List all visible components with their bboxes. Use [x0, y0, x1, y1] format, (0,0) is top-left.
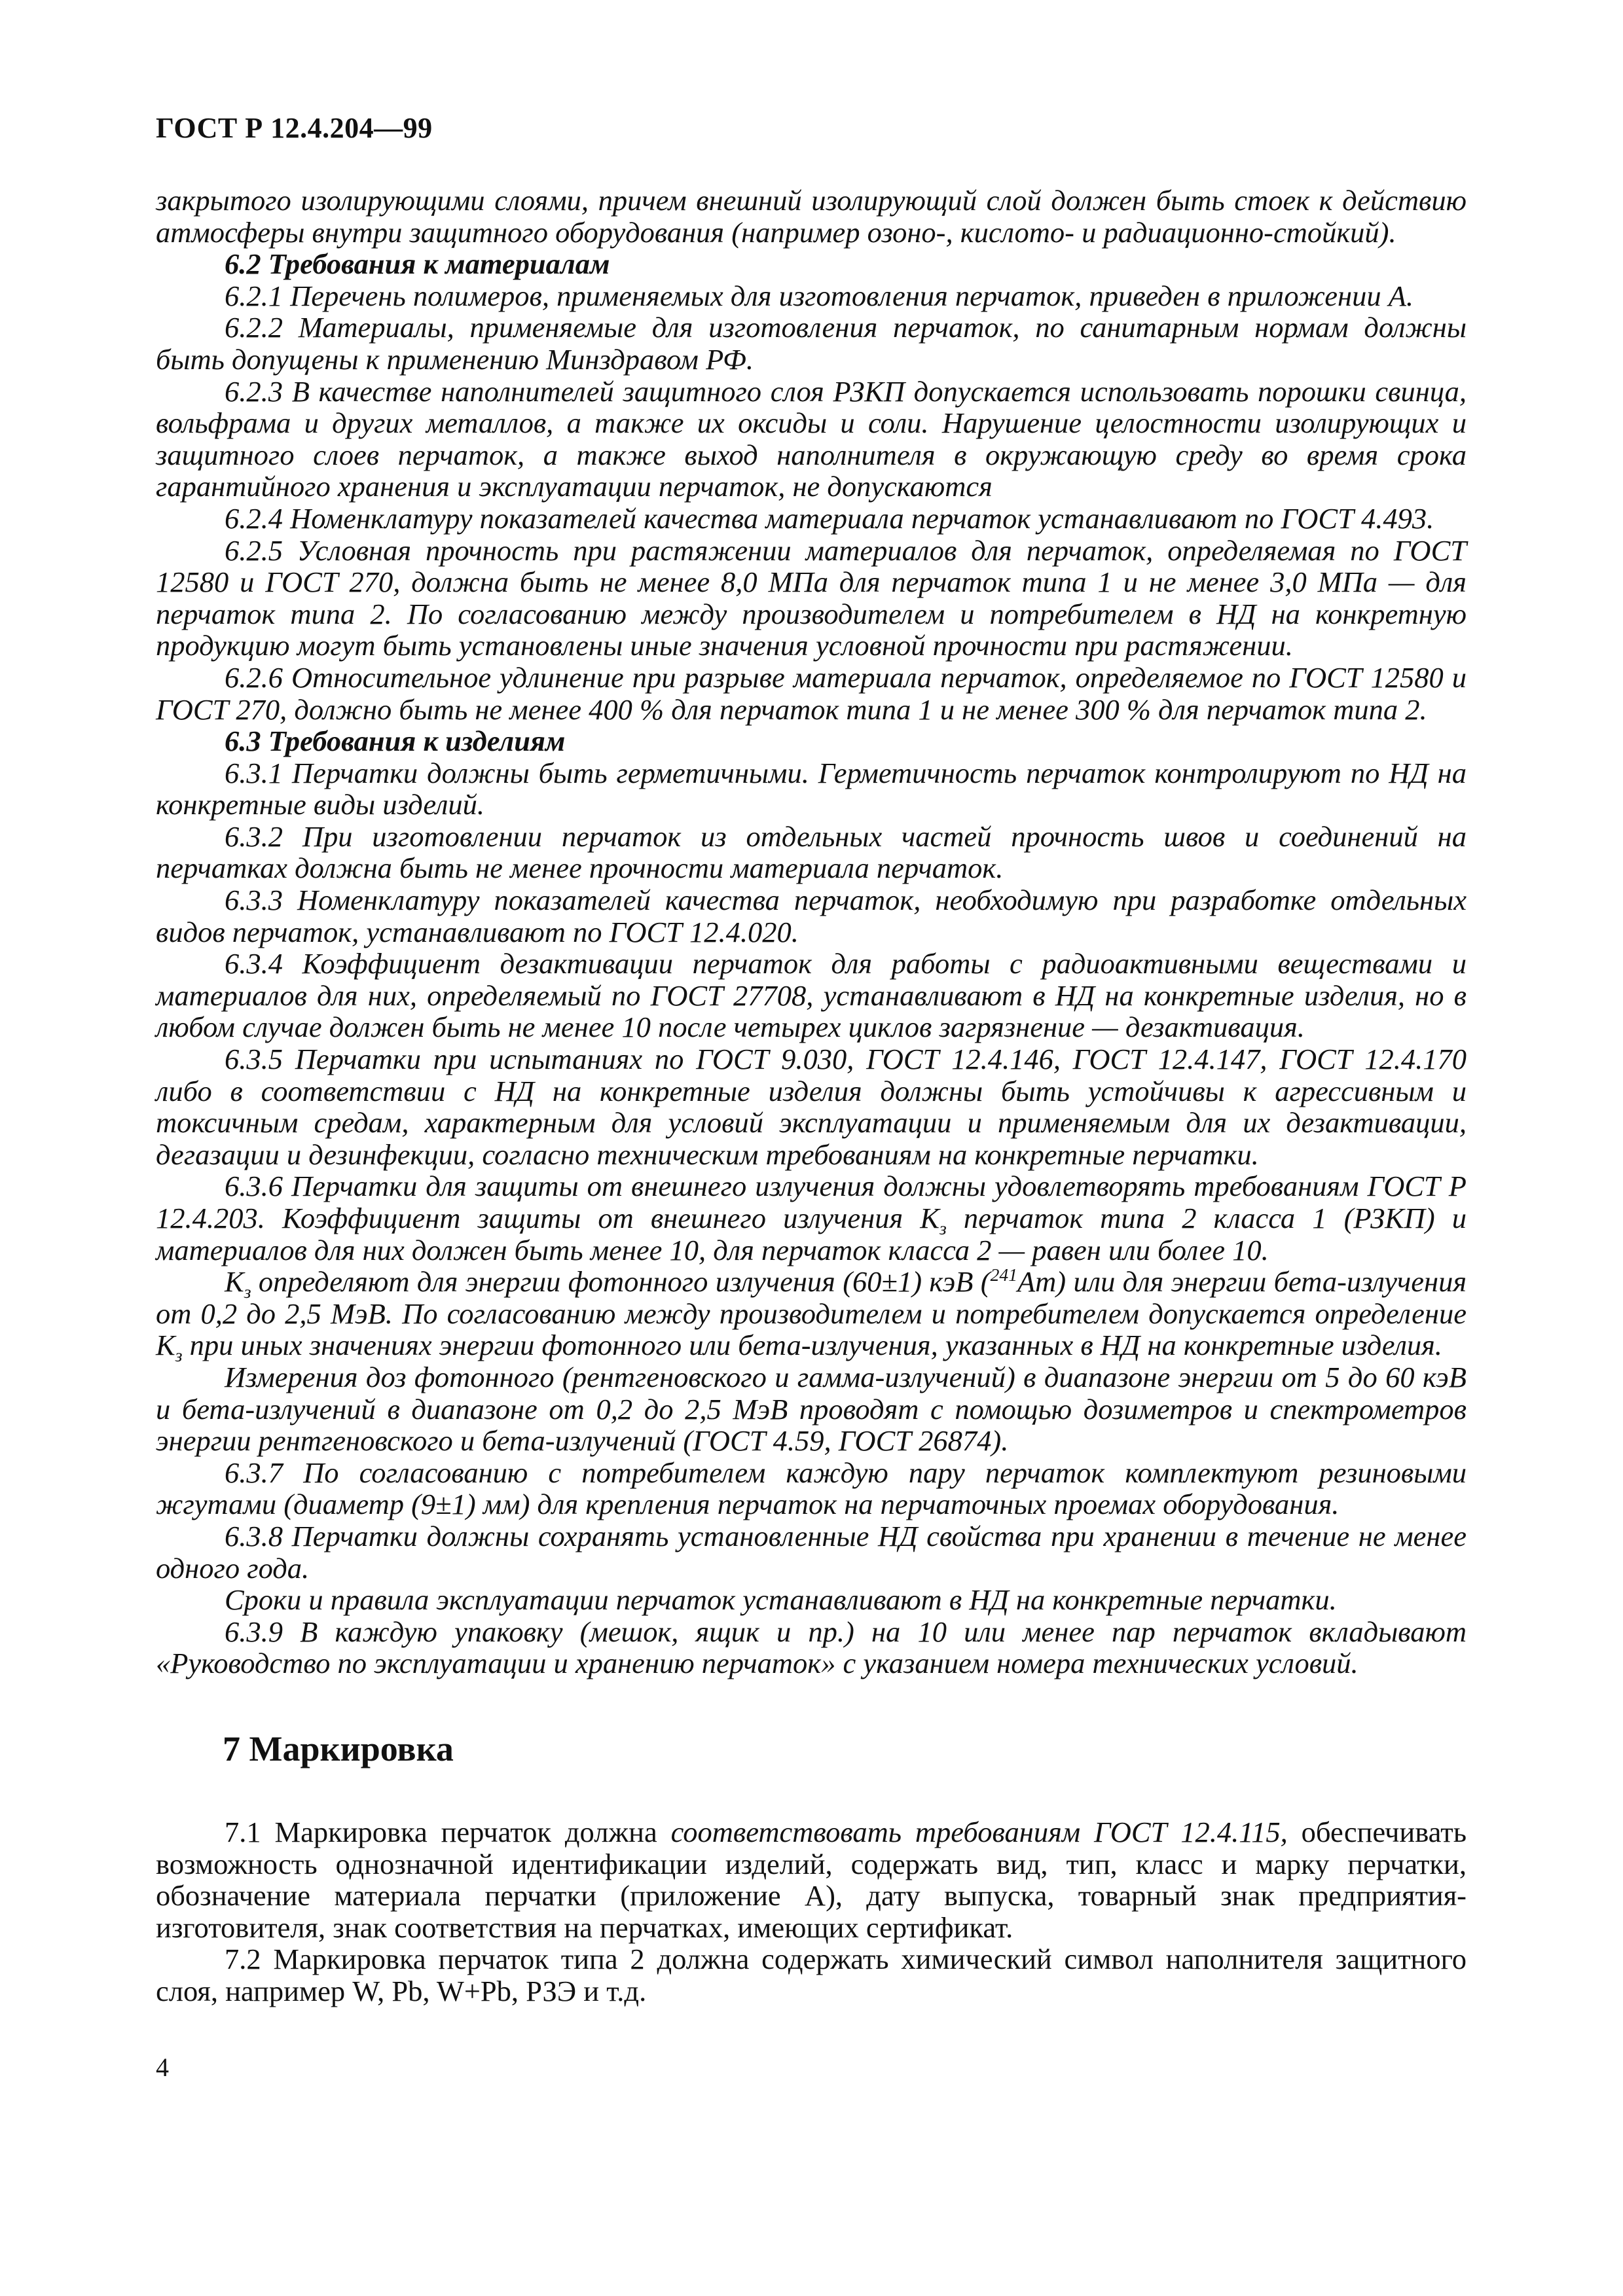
paragraph: 6.3.8 Перчатки должны сохранять установленные НД свойства при хранении в течение не менее одного года. — [156, 1519, 1467, 1585]
paragraph-6-3-6 — [156, 1170, 1467, 1266]
paragraph-k3 — [156, 1265, 1467, 1366]
subscript: з — [175, 1345, 183, 1366]
paragraph: 6.3.9 В каждую упаковку (мешок, ящик и пр.) на 10 или менее пар перчаток вкладывают «Руководство по эксплуатации и хранению перчаток» с указанием номера технических условий. — [156, 1615, 1467, 1680]
paragraph: 6.2.5 Условная прочность при растяжении материалов для перчаток, определяемая по ГОСТ 12580 и ГОСТ 270, должна быть не менее 8,0 МПа для перчаток типа 1 и не менее 3,0 МПа — для перчаток типа 2. По согласованию между производителем и потребителем в НД на конкретную продукцию могут быть установлены иные значения условной прочности при растяжении. — [156, 533, 1467, 662]
text-run: 6.3.6 Перчатки для защиты от внешнего излучения должны удовлетворять требованиям ГОСТ Р 12.4.203. Коэффициент защиты от внешнего излучения K — [156, 1170, 1467, 1234]
paragraph: 6.2.1 Перечень полимеров, применяемых для изготовления перчаток, приведен в приложении А. — [225, 279, 1414, 312]
paragraph: 6.2.4 Номенклатуру показателей качества материала перчаток устанавливают по ГОСТ 4.493. — [225, 501, 1434, 535]
paragraph: 6.3.3 Номенклатуру показателей качества перчаток, необходимую при разработке отдельных видов перчаток, устанавливают по ГОСТ 12.4.020. — [156, 884, 1467, 948]
text-run: определяют для энергии фотонного излучения (60±1) кэВ ( — [251, 1265, 991, 1299]
paragraph: 6.2.3 В качестве наполнителей защитного слоя РЗКП допускается использовать порошки свинца, вольфрама и других металлов, а также их оксиды и соли. Нарушение целостности изолирующих и защитного слоев перчаток, а также выход наполнителя в окружающую среду во время срока гарантийного хранения и эксплуатации перчаток, не допускаются — [156, 374, 1467, 503]
paragraph: 6.2.6 Относительное удлинение при разрыве материала перчаток, определяемое по ГОСТ 12580 и ГОСТ 270, должно быть не менее 400 % для перчаток типа 1 и не менее 300 % для перчаток типа 2. — [156, 660, 1467, 726]
section-6-body — [156, 185, 1467, 1679]
text-run: при иных значениях энергии фотонного или бета-излучения, указанных в НД на конкретные изделия. — [182, 1329, 1442, 1362]
paragraph-7-1 — [156, 1816, 1467, 1943]
text-run: перчаток типа 2 класса 1 (РЗКП) и материалов для них должен быть менее 10, для перчаток класса 2 — равен или более 10. — [156, 1202, 1467, 1266]
text-run: K — [225, 1265, 244, 1299]
paragraph: 6.3.5 Перчатки при испытаниях по ГОСТ 9.030, ГОСТ 12.4.146, ГОСТ 12.4.147, ГОСТ 12.4.170 либо в соответствии с НД на конкретные изделия должны быть устойчивы к агрессивным и токсичным средам, характерным для условий эксплуатации и применяемым для их дезактивации, дегазации и дезинфекции, согласно техническим требованиям на конкретные перчатки. — [156, 1043, 1467, 1171]
paragraph: 6.3.4 Коэффициент дезактивации перчаток для работы с радиоактивными веществами и материалов для них, определяемый по ГОСТ 27708, устанавливают в НД на конкретные изделия, но в любом случае должен быть не менее 10 после четырех циклов загрязнение — дезактивация. — [156, 947, 1467, 1044]
text-run: 7.1 Маркировка перчаток должна — [225, 1816, 671, 1848]
italic-run: соответствовать требованиям ГОСТ 12.4.115, — [670, 1816, 1288, 1848]
paragraph: Сроки и правила эксплуатации перчаток устанавливают в НД на конкретные перчатки. — [225, 1583, 1337, 1617]
subscript: з — [244, 1282, 251, 1302]
paragraph-7-2: 7.2 Маркировка перчаток типа 2 должна содержать химический символ наполнителя защитного слоя, например W, Pb, W+Pb, РЗЭ и т.д. — [156, 1943, 1467, 2007]
subscript: з — [939, 1217, 947, 1238]
section-7-body — [156, 1816, 1467, 2007]
paragraph: 6.3.1 Перчатки должны быть герметичными. Герметичность перчаток контролируют по НД на конкретные виды изделий. — [156, 756, 1467, 821]
text-run: Am) или для энергии бета-излучения от 0,2 до 2,5 МэВ. По согласованию между производителем и потребителем допускается определение K — [156, 1265, 1467, 1362]
superscript: 241 — [990, 1265, 1017, 1285]
document-header: ГОСТ Р 12.4.204—99 — [156, 112, 433, 144]
paragraph: 6.3.2 При изготовлении перчаток из отдельных частей прочность швов и соединений на перчатках должна быть не менее прочности материала перчаток. — [156, 819, 1467, 885]
paragraph: Измерения доз фотонного (рентгеновского и гамма-излучений) в диапазоне энергии от 5 до 60 кэВ и бета-излучений в диапазоне от 0,2 до 2,5 МэВ проводят с помощью дозиметров и спектрометров энергии рентгеновского и бета-излучений (ГОСТ 4.59, ГОСТ 26874). — [156, 1360, 1467, 1458]
text-run: обеспечивать возможность однозначной идентификации изделий, содержать вид, тип, класс и марку перчатки, обозначение материала перчатки (приложение А), дату выпуска, товарный знак предприятия-изготовителя, знак соответствия на перчатках, имеющих сертификат. — [156, 1816, 1467, 1944]
paragraph: закрытого изолирующими слоями, причем внешний изолирующий слой должен быть стоек к действию атмосферы внутри защитного оборудования (например озоно-, кислото- и радиационно-стойкий). — [156, 184, 1467, 249]
paragraph: 6.2.2 Материалы, применяемые для изготовления перчаток, по санитарным нормам должны быть допущены к применению Минздравом РФ. — [156, 311, 1467, 376]
subsection-heading: 6.3 Требования к изделиям — [225, 725, 566, 758]
paragraph: 6.3.7 По согласованию с потребителем каждую пару перчаток комплектуют резиновыми жгутами (диаметр (9±1) мм) для крепления перчаток на перчаточных проемах оборудования. — [156, 1456, 1467, 1521]
subsection-heading: 6.2 Требования к материалам — [225, 247, 610, 281]
page-number: 4 — [156, 2053, 169, 2082]
section-7-title: 7 Маркировка — [223, 1729, 454, 1768]
